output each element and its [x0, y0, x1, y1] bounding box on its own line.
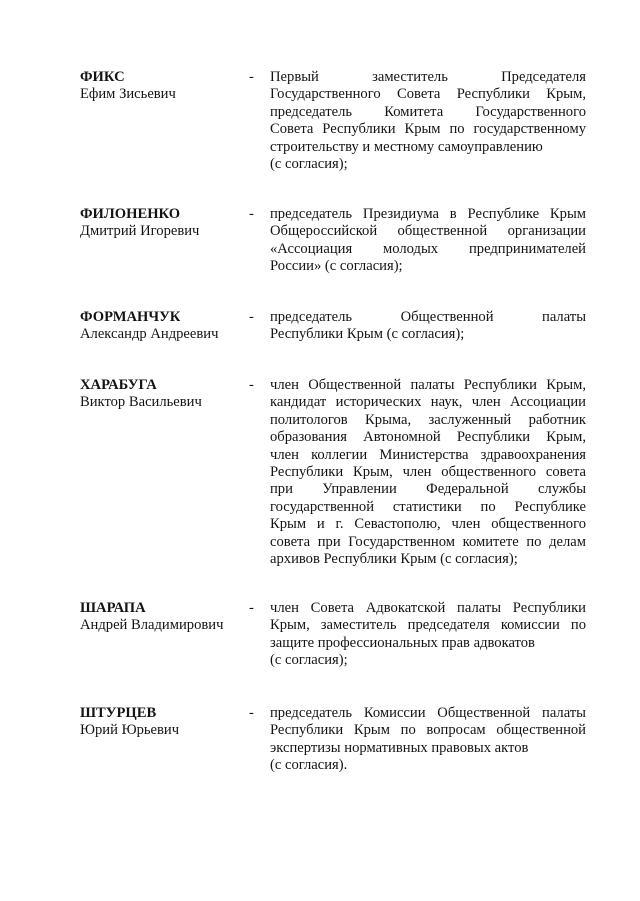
- description-line: член Совета Адвокатской палаты Республики: [270, 600, 586, 616]
- member-name: [80, 377, 245, 412]
- member-surname: ФИКС: [80, 69, 125, 85]
- description-line: защите профессиональных прав адвокатов: [270, 634, 535, 651]
- member-name: [80, 206, 245, 241]
- description-line: председатель Комиссии Общественной палаты: [270, 705, 586, 721]
- description-line: председатель Комитета Государственного: [270, 103, 586, 120]
- description-line: Первый заместитель Председателя: [270, 69, 586, 85]
- description-line: политологов Крыма, заслуженный работник: [270, 411, 586, 428]
- member-name: [80, 705, 245, 740]
- member-surname: ШТУРЦЕВ: [80, 705, 157, 721]
- description-line: Государственного Совета Республики Крым,: [270, 86, 586, 103]
- description-line: член коллегии Министерства здравоохранения: [270, 446, 586, 463]
- description-line: Общероссийской общественной организации: [270, 223, 586, 240]
- member-given-name: Александр Андреевич: [80, 326, 219, 343]
- description-line: Республики Крым по вопросам общественной: [270, 722, 586, 739]
- description-line: при Управлении Федеральной службы: [270, 481, 586, 498]
- member-given-name: Юрий Юрьевич: [80, 722, 180, 739]
- description-line: член Общественной палаты Республики Крым,: [270, 377, 586, 393]
- member-name: [80, 600, 245, 635]
- member-description: [270, 705, 586, 775]
- member-name: [80, 309, 245, 344]
- member-description: [270, 600, 586, 670]
- member-given-name: Виктор Васильевич: [80, 394, 202, 411]
- dash-separator: -: [249, 377, 254, 393]
- description-line: (с согласия);: [270, 652, 348, 669]
- description-line: государственной статистики по Республике: [270, 498, 586, 515]
- member-given-name: Андрей Владимирович: [80, 617, 224, 634]
- description-line: Республики Крым (с согласия);: [270, 326, 465, 343]
- description-line: Крым, заместитель председателя комиссии по: [270, 617, 586, 634]
- member-description: [270, 69, 586, 173]
- member-surname: ХАРАБУГА: [80, 377, 157, 393]
- member-surname: ШАРАПА: [80, 600, 146, 616]
- description-line: архивов Республики Крым (с согласия);: [270, 551, 518, 568]
- description-line: «Ассоциация молодых предпринимателей: [270, 240, 586, 257]
- member-description: [270, 206, 586, 276]
- description-line: председатель Общественной палаты: [270, 309, 586, 325]
- description-line: Совета Республики Крым по государственному: [270, 121, 586, 138]
- description-line: строительству и местному самоуправлению: [270, 138, 543, 155]
- dash-separator: -: [249, 69, 254, 85]
- description-line: (с согласия);: [270, 156, 348, 173]
- member-name: [80, 69, 245, 104]
- member-description: [270, 377, 586, 568]
- member-surname: ФИЛОНЕНКО: [80, 206, 181, 222]
- description-line: (с согласия).: [270, 757, 348, 774]
- description-line: Крым и г. Севастополю, член общественного: [270, 516, 586, 533]
- dash-separator: -: [249, 309, 254, 325]
- member-given-name: Ефим Зисьевич: [80, 86, 176, 103]
- member-surname: ФОРМАНЧУК: [80, 309, 181, 325]
- member-given-name: Дмитрий Игоревич: [80, 223, 200, 240]
- description-line: России» (с согласия);: [270, 258, 403, 275]
- dash-separator: -: [249, 705, 254, 721]
- description-line: совета при Государственном комитете по делам: [270, 533, 586, 550]
- description-line: кандидат исторических наук, член Ассоциации: [270, 394, 586, 411]
- description-line: образования Автономной Республики Крым,: [270, 429, 586, 446]
- dash-separator: -: [249, 206, 254, 222]
- member-description: [270, 309, 586, 344]
- description-line: экспертизы нормативных правовых актов: [270, 739, 529, 756]
- dash-separator: -: [249, 600, 254, 616]
- description-line: председатель Президиума в Республике Крым: [270, 206, 586, 222]
- description-line: Республики Крым, член общественного совета: [270, 464, 586, 481]
